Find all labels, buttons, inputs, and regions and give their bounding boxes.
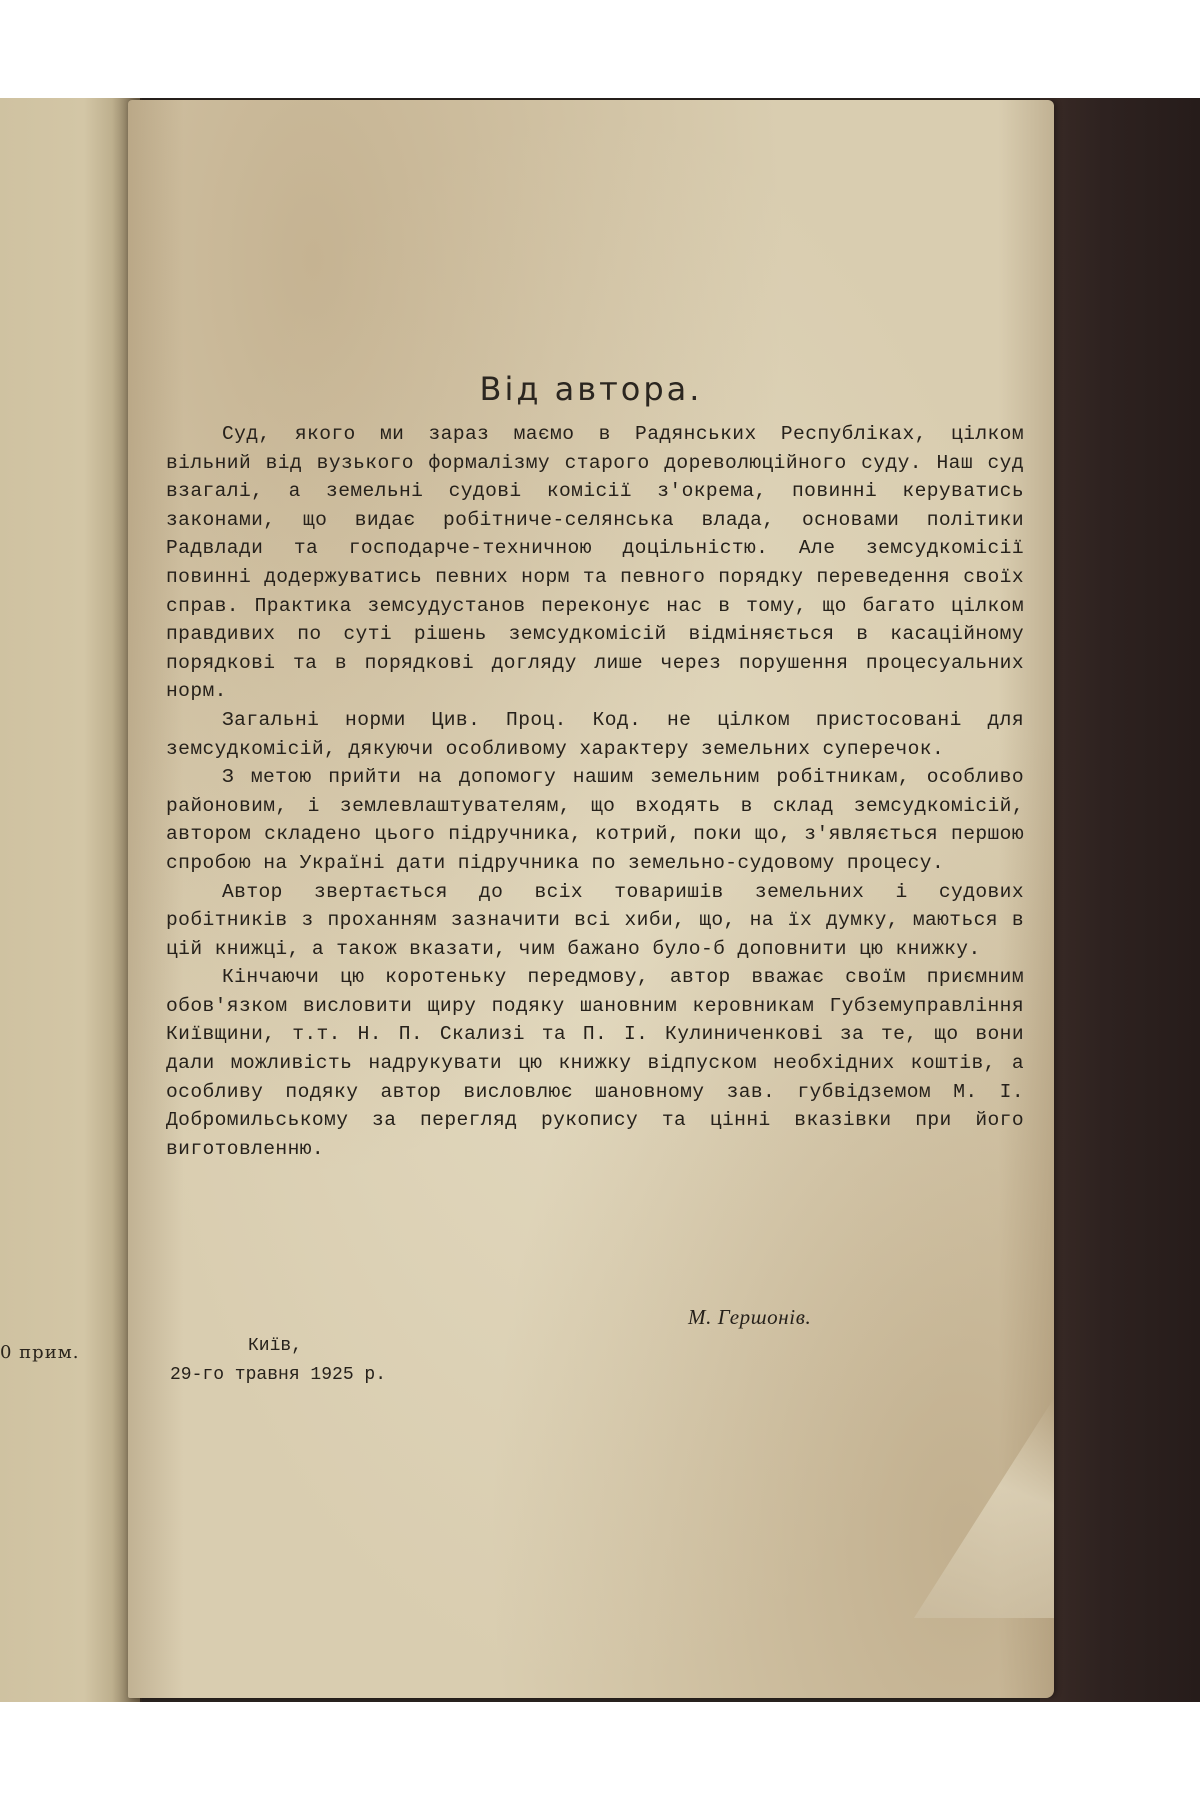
- preface-body: [166, 420, 1024, 1163]
- page-title: Від автора.: [479, 370, 703, 408]
- author-signature: М. Гершонів.: [688, 1305, 812, 1329]
- book-photo: [0, 98, 1200, 1702]
- paragraph: Кінчаючи цю коротеньку передмову, автор вважає своїм приємним обов'язком висловити щиру подяку шановним керовникам Губземуправління Київщини, т.т. Н. П. Скализі та П. І. Кулиниченкові за те, що вони дали можливість надрукувати цю книжку відпуском необхідних коштів, а особливу подяку автор висловлює шановному зав. губвідземом М. І. Добромильському за перегляд рукопису та цінні вказівки при його виготовленню.: [166, 966, 1024, 1160]
- paragraph: З метою прийти на допомогу нашим земельним робітникам, особливо районовим, і землевлаштувателям, що входять в склад земсудкомісій, автором складено цього підручника, котрий, поки що, з'являється першою спробою на Україні дати підручника по земельно-судовому процесу.: [166, 766, 1024, 874]
- torn-corner: [914, 1398, 1054, 1618]
- dark-background-cloth: [1040, 98, 1200, 1702]
- paragraph: Автор звертається до всіх товаришів земельних і судових робітників з проханням зазначити всі хиби, що, на їх думку, маються в цій книжці, а також вказати, чим бажано було-б доповнити цю книжку.: [166, 880, 1024, 960]
- previous-page-text-fragment: 0 прим.: [0, 1342, 80, 1363]
- paragraph: Суд, якого ми зараз маємо в Радянських Республіках, цілком вільний від вузького формалізму старого дореволюційного суду. Наш суд взагалі, а земельні судові комісії з'окрема, повинні керуватись законами, що видає робітниче-селянська влада, основами політики Радвлади та господарче-техничною доцільністю. Але земсудкомісії повинні додержуватись певних норм та певного порядку переведення своїх справ. Практика земсудустанов переконує нас в тому, що багато цілком правдивих по суті рішень земсудкомісій відміняється в касаційному порядкові та в порядкові догляду лише через порушення процесуальних норм.: [166, 423, 1024, 703]
- date-line: 29-го травня 1925 р.: [170, 1365, 387, 1385]
- previous-page: [0, 98, 140, 1702]
- document-page: [128, 100, 1054, 1698]
- paragraph: Загальні норми Цив. Проц. Код. не цілком пристосовані для земсудкомісій, дякуючи особливому характеру земельних суперечок.: [166, 708, 1024, 760]
- place-line: Київ,: [248, 1336, 303, 1356]
